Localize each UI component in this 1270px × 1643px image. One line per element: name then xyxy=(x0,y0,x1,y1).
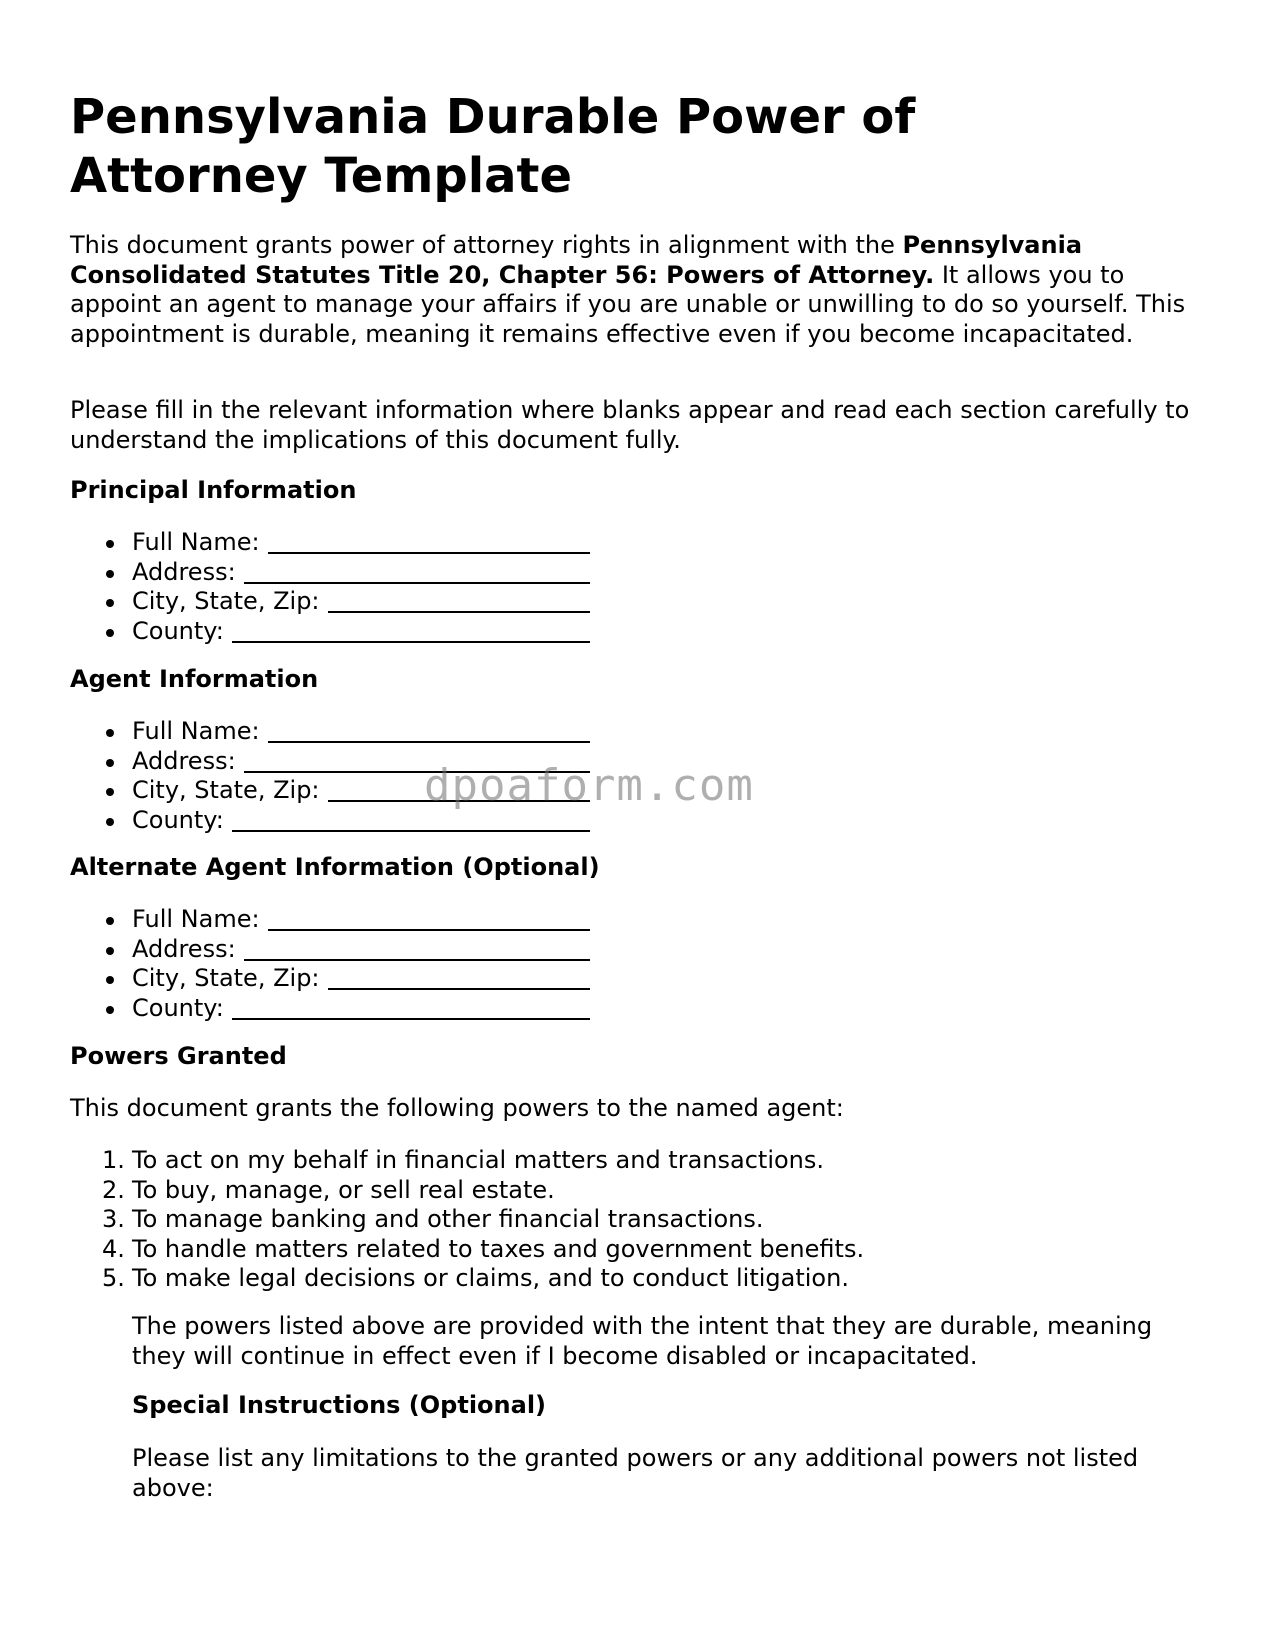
county-blank[interactable] xyxy=(232,617,590,643)
field-label: Address: xyxy=(132,557,236,586)
principal-county-field xyxy=(70,617,590,647)
alternate-city-state-zip-field xyxy=(70,964,590,994)
special-instructions-text: Please list any limitations to the granted powers or any additional powers not listed above: xyxy=(132,1444,1139,1502)
city-state-zip-blank[interactable] xyxy=(328,587,590,613)
alternate-agent-fields xyxy=(70,905,590,1023)
power-number: 5. xyxy=(102,1264,125,1292)
field-label: City, State, Zip: xyxy=(132,776,320,804)
power-item xyxy=(70,1146,864,1176)
field-label: Full Name: xyxy=(132,905,260,933)
alternate-county-field xyxy=(70,994,590,1024)
full-name-blank[interactable] xyxy=(268,905,590,931)
field-label: Address: xyxy=(132,934,236,963)
principal-address-field xyxy=(70,558,590,588)
durability-note: The powers listed above are provided with the intent that they are durable, meaning they will continue in effect even if I become disabled or incapacitated. xyxy=(132,1312,1153,1370)
address-blank[interactable] xyxy=(244,558,590,584)
full-name-blank[interactable] xyxy=(268,717,590,743)
power-item xyxy=(70,1264,864,1294)
alternate-agent-heading: Alternate Agent Information (Optional) xyxy=(70,853,600,881)
address-blank[interactable] xyxy=(244,935,590,961)
field-label: City, State, Zip: xyxy=(132,587,320,615)
agent-heading: Agent Information xyxy=(70,665,319,693)
power-number: 2. xyxy=(102,1175,125,1204)
agent-full-name-field xyxy=(70,717,590,747)
principal-city-state-zip-field xyxy=(70,587,590,617)
principal-heading: Principal Information xyxy=(70,476,357,504)
field-label: County: xyxy=(132,616,224,645)
document-title: Pennsylvania Durable Power of Attorney Template xyxy=(70,89,916,204)
power-text: To act on my behalf in financial matters and transactions. xyxy=(132,1146,825,1174)
instructions-paragraph: Please fill in the relevant information where blanks appear and read each section carefully to understand the implications of this document fully. xyxy=(70,396,1190,454)
special-instructions-heading: Special Instructions (Optional) xyxy=(132,1391,547,1419)
full-name-blank[interactable] xyxy=(268,528,590,554)
watermark: dpoaform.com xyxy=(424,760,754,811)
power-number: 4. xyxy=(102,1234,125,1263)
field-label: County: xyxy=(132,805,224,834)
field-label: City, State, Zip: xyxy=(132,964,320,992)
principal-full-name-field xyxy=(70,528,590,558)
intro-text-start: This document grants power of attorney rights in alignment with the xyxy=(70,231,903,259)
power-text: To manage banking and other financial transactions. xyxy=(132,1205,764,1233)
power-item xyxy=(70,1205,864,1235)
statute-reference: Pennsylvania Consolidated Statutes Title 20, Chapter 56: Powers of Attorney. xyxy=(70,231,1083,289)
power-item xyxy=(70,1176,864,1206)
county-blank[interactable] xyxy=(232,994,590,1020)
intro-text-end: It allows you to appoint an agent to manage your affairs if you are unable or unwilling to do so yourself. This appointment is durable, meaning it remains effective even if you become incapacitated. xyxy=(70,260,1186,348)
power-text: To buy, manage, or sell real estate. xyxy=(132,1175,555,1204)
power-number: 3. xyxy=(102,1205,125,1233)
power-text: To handle matters related to taxes and government benefits. xyxy=(132,1234,865,1263)
powers-heading: Powers Granted xyxy=(70,1042,287,1070)
field-label: Address: xyxy=(132,746,236,775)
field-label: Full Name: xyxy=(132,717,260,745)
intro-paragraph xyxy=(70,231,1210,349)
field-label: County: xyxy=(132,993,224,1022)
power-number: 1. xyxy=(102,1146,125,1174)
city-state-zip-blank[interactable] xyxy=(328,964,590,990)
powers-intro: This document grants the following powers to the named agent: xyxy=(70,1094,844,1122)
principal-fields xyxy=(70,528,590,646)
field-label: Full Name: xyxy=(132,528,260,556)
power-item xyxy=(70,1235,864,1265)
alternate-full-name-field xyxy=(70,905,590,935)
power-text: To make legal decisions or claims, and to conduct litigation. xyxy=(132,1264,849,1292)
alternate-address-field xyxy=(70,935,590,965)
powers-list xyxy=(70,1146,864,1294)
